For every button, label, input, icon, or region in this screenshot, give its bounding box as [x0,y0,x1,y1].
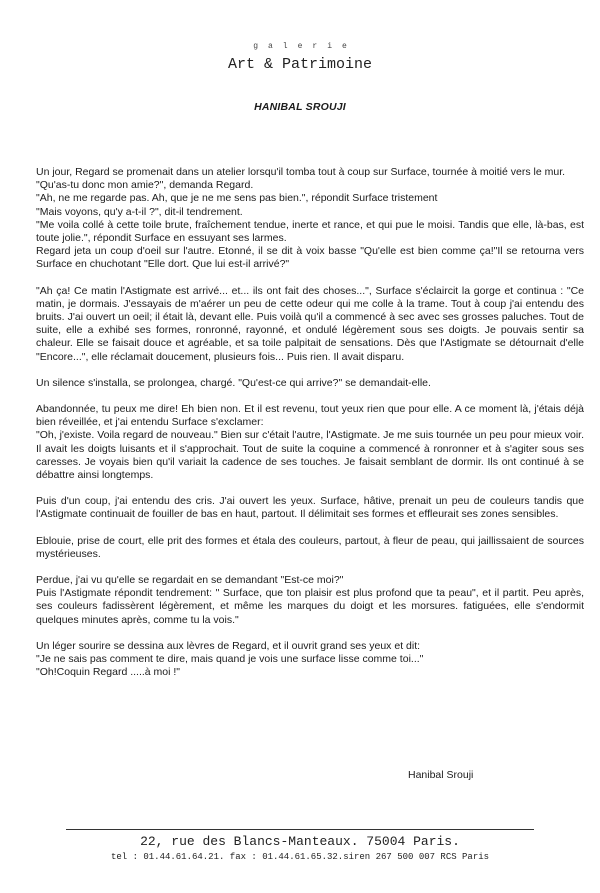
paragraph-2 [36,285,584,364]
paragraph-4 [36,403,584,482]
letterhead-galerie: galerie [253,42,357,51]
text-line: "Je ne sais pas comment te dire, mais quand je vois une surface lisse comme toi..." [36,653,424,666]
text-line: Abandonnée, tu peux me dire! Eh bien non. Et il est revenu, tout yeux rien que pour elle. A ce moment là, j'étais déjà bien réveillée, et j'ai entendu Surface s'exclamer: [36,403,584,429]
text-line: Un silence s'installa, se prolongea, chargé. "Qu'est-ce qui arrive?" se demandait-elle. [36,376,431,389]
paragraph-8 [36,640,584,680]
paragraph-6 [36,535,584,561]
footer-address: 22, rue des Blancs-Manteaux. 75004 Paris. [140,834,460,849]
paragraph-3 [36,377,584,390]
footer-contact: tel : 01.44.61.64.21. fax : 01.44.61.65.32.siren 267 500 007 RCS Paris [110,852,490,862]
text-line: "Oh!Coquin Regard .....à moi !" [36,666,181,679]
story-body [36,166,584,693]
text-line: "Ah, ne me regarde pas. Ah, que je ne me sens pas bien.", répondit Surface tristement [36,192,438,205]
text-line: Regard jeta un coup d'oeil sur l'autre. Etonné, il se dit à voix basse "Qu'elle est bien comme ça!"Il se retourna vers Surface en chuchotant "Elle dort. Que lui est-il arrivé?" [36,245,584,271]
paragraph-1 [36,166,584,272]
text-line: "Me voila collé à cette toile brute, fraîchement tendue, inerte et rance, et qui pue le moisi. Tandis que elle, là-bas, est toute jolie.", répondit Surface en essuyant ses larmes. [36,218,584,245]
text-line: Puis d'un coup, j'ai entendu des cris. J'ai ouvert les yeux. Surface, hâtive, prenait un peu de couleurs tandis que l'Astigmate continuait de fouiller de bas en haut, partout. Il délimitait ses formes et effleurait ses zones sensibles. [36,495,584,521]
text-line: "Qu'as-tu donc mon amie?", demanda Regard. [36,179,254,192]
footer-divider [66,829,534,830]
author-heading: HANIBAL SROUJI [254,101,346,113]
text-line: Un jour, Regard se promenait dans un atelier lorsqu'il tomba tout à coup sur Surface, tournée à moitié vers le mur. [36,166,566,178]
letterhead-gallery-name: Art & Patrimoine [227,56,373,73]
text-line: Un léger sourire se dessina aux lèvres de Regard, et il ouvrit grand ses yeux et dit: [36,639,421,652]
text-line: Puis l'Astigmate répondit tendrement: " Surface, que ton plaisir est plus profond que ta peau", et il partit. Peu après, ses couleurs fadissèrent légèrement, et même les marques du doigt et les morsures. fatiguées, elle s'endormit quelques minutes après, comme tu la vois." [36,587,584,626]
text-line: Eblouie, prise de court, elle prit des formes et étala des couleurs, partout, à fleur de peau, qui jaillissaient de sources mystérieuses. [36,534,584,560]
signature: Hanibal Srouji [408,769,474,781]
text-line: "Oh, j'existe. Voila regard de nouveau." Bien sur c'était l'autre, l'Astigmate. Je me suis tournée un peu pour mieux voir. Il avait les doigts luisants et il s'approchait. Tout de suite la coquine a commencé à ronronner et à s'agiter sous ses caresses. Je voyais bien qu'il variait la cadence de ses touches. Je faisait semblant de dormir. Ils ont continué à se débattre ainsi longtemps. [36,429,584,482]
text-line: Perdue, j'ai vu qu'elle se regardait en se demandant "Est-ce moi?" [36,574,344,587]
paragraph-5 [36,495,584,521]
paragraph-7 [36,574,584,627]
letterhead [0,42,600,74]
text-line: "Mais voyons, qu'y a-t-il ?", dit-il tendrement. [36,205,243,218]
text-line: "Ah ça! Ce matin l'Astigmate est arrivé... et... ils ont fait des choses...", Surface s'éclaircit la gorge et continua : "Ce matin, je dormais. J'essayais de m'aérer un peu de cette odeur qui me colle à la trame. Tout à coup j'ai entendu des bruits. J'ai ouvert un oeil; il était là, devant elle. Puis voilà qu'il a commencé à sec avec ses grosses paluches. Tout de suite, elle a exhibé ses formes, ronronné, rayonné, et ondulé légèrement sous ses doigts. Je pouvais sentir sa chaleur. Elle se faisait douce et agréable, et sa toile palpitait de sensations. Dès que l'Astigmate se détournait d'elle "Encore...", elle réclamait doucement, plusieurs fois... Puis rien. Il avait disparu. [36,284,584,363]
